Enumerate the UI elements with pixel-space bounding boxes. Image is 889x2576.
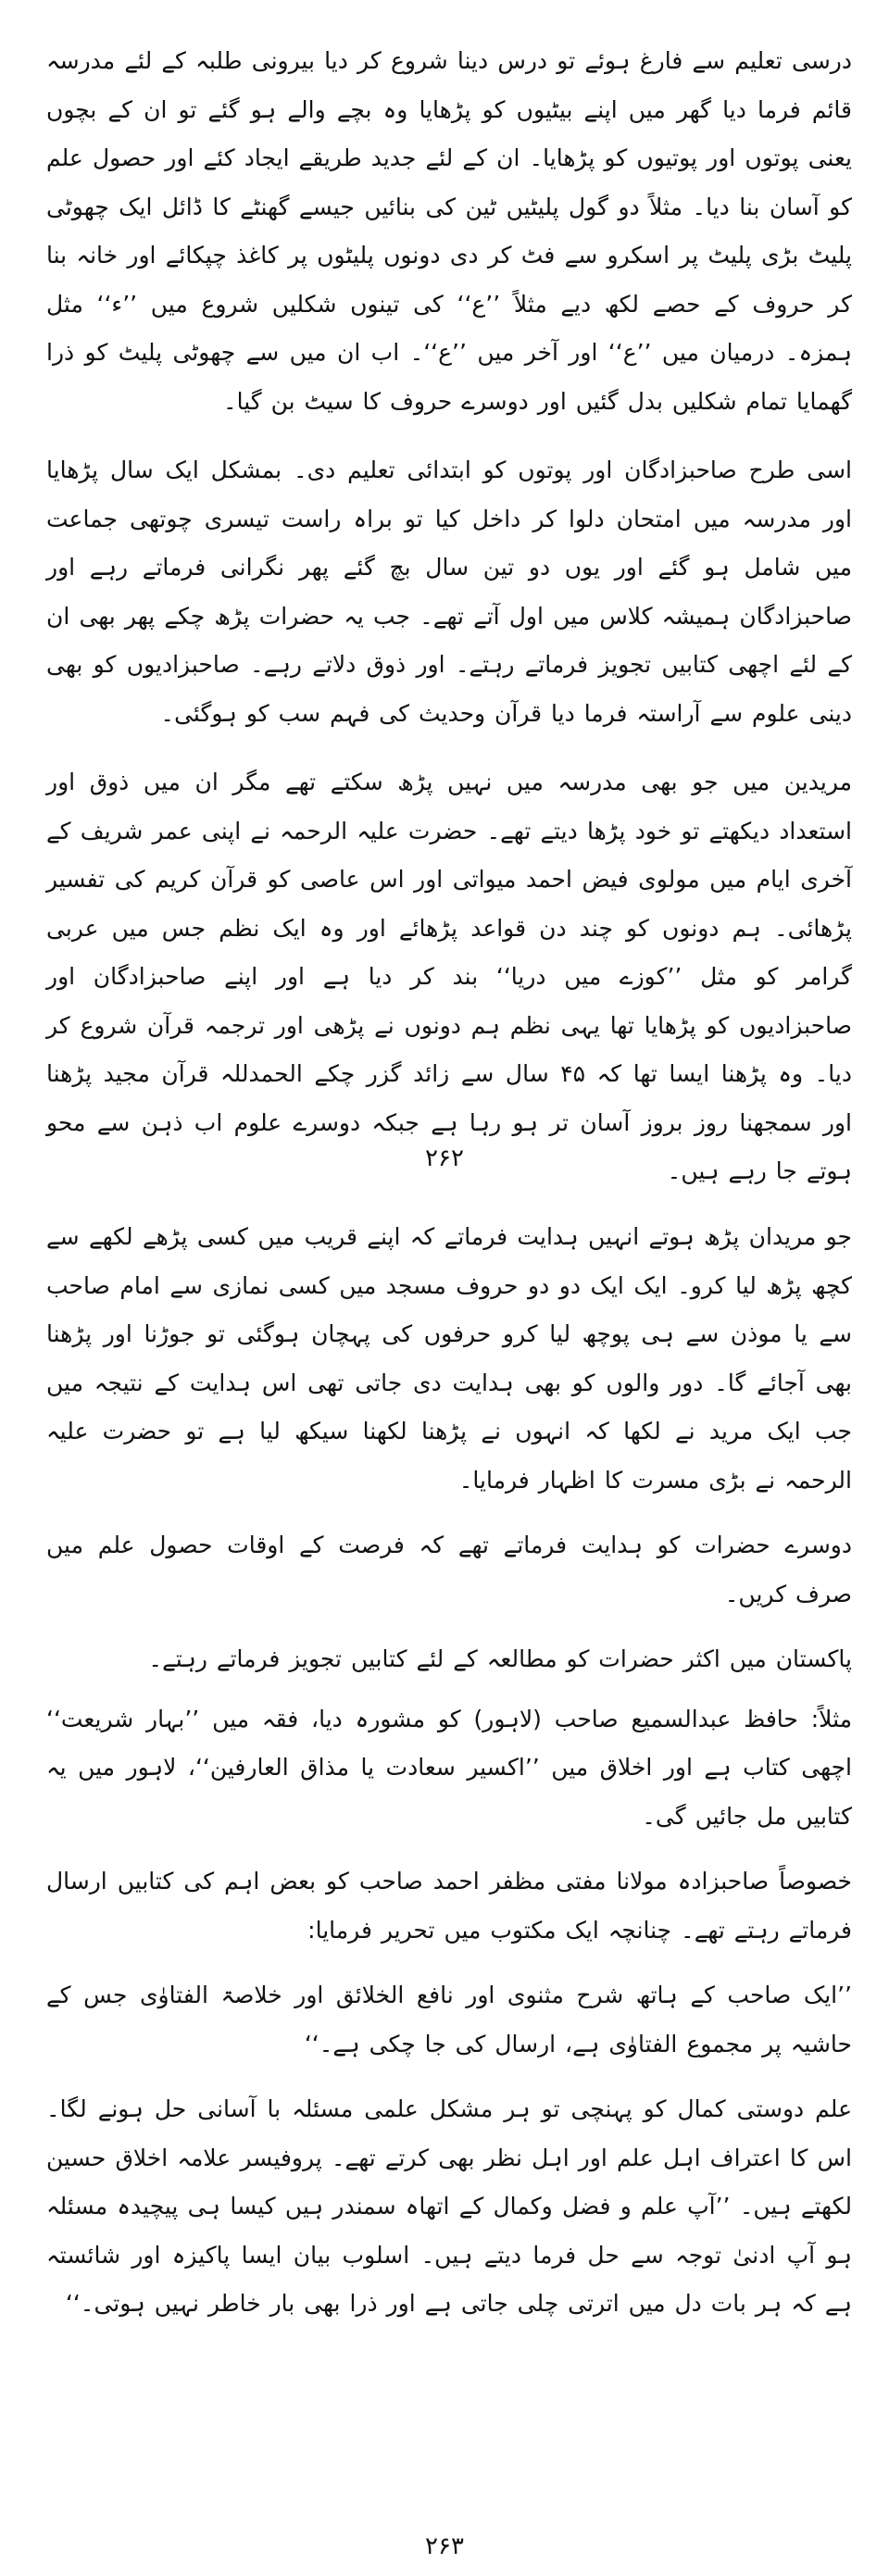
paragraph-example-recommendation: مثلاً: حافظ عبدالسمیع صاحب (لاہور) کو مشورہ دیا، فقہ میں ’’بہار شریعت‘‘ اچھی کتاب ہے اور اخلاق میں ’’اکسیر سعادت یا مذاق العارفین‘‘، لاہور میں یہ کتابیں مل جائیں گی۔ — [46, 1705, 852, 1830]
page-number-upper: ۲۶۲ — [425, 1144, 464, 1172]
paragraph-children-education: اسی طرح صاحبزادگان اور پوتوں کو ابتدائی تعلیم دی۔ بمشکل ایک سال پڑھایا اور مدرسہ میں امتحان دلوا کر داخل کیا تو براہ راست تیسری چوتھی جماعت میں شامل ہو گئے اور یوں دو تین سال بچ گئے پھر نگرانی فرماتے رہے اور صاحبزادگان ہمیشہ کلاس میں اول آتے تھے۔ جب یہ حضرات پڑھ چکے پھر بھی ان کے لئے اچھی کتابیں تجویز فرماتے رہتے۔ اور ذوق دلاتے رہے۔ صاحبزادیوں کو بھی دینی علوم سے آراستہ فرما دیا قرآن وحدیث کی فہم سب کو ہوگئی۔ — [46, 456, 852, 727]
paragraph-reading-guidance: جو مریدان پڑھ ہوتے انہیں ہدایت فرماتے کہ اپنے قریب میں کسی پڑھے لکھے سے کچھ پڑھ لیا کرو۔ ایک ایک دو دو حروف مسجد میں کسی نمازی سے امام صاحب سے یا موذن سے ہی پوچھ لیا کرو حرفوں کی پہچان ہوگئی تو جوڑنا اور پڑھنا بھی آجائے گا۔ دور والوں کو بھی ہدایت دی جاتی تھی اس ہدایت کے نتیجہ میں جب ایک مرید نے لکھا کہ انہوں نے پڑھنا لکھنا سیکھ لیا ہے تو حضرت علیہ الرحمہ نے بڑی مسرت کا اظہار فرمایا۔ — [46, 1223, 852, 1494]
upper-page-body — [46, 37, 852, 1196]
page-number-lower: ۲۶۳ — [425, 2532, 464, 2560]
quote-letter: ’’ایک صاحب کے ہاتھ شرح مثنوی اور نافع الخلائق اور خلاصۃ الفتاوٰی جس کے حاشیہ پر مجموع الفتاوٰی ہے، ارسال کی جا چکی ہے۔‘‘ — [46, 1982, 852, 2057]
paragraph-sending-books: خصوصاً صاحبزادہ مولانا مفتی مظفر احمد صاحب کو بعض اہم کی کتابیں ارسال فرماتے رہتے تھے۔ چنانچہ ایک مکتوب میں تحریر فرمایا: — [46, 1868, 852, 1944]
lower-page-body — [46, 1213, 852, 2329]
paragraph-disciples-quran: مریدین میں جو بھی مدرسہ میں نہیں پڑھ سکتے تھے مگر ان میں ذوق اور استعداد دیکھتے تو خود پڑھا دیتے تھے۔ حضرت علیہ الرحمہ نے اپنی عمر شریف کے آخری ایام میں مولوی فیض احمد میواتی اور اس عاصی کو قرآن کریم کی تفسیر پڑھائی۔ ہم دونوں کو چند دن قواعد پڑھائے اور وہ ایک نظم جس میں عربی گرامر کو مثل ’’کوزے میں دریا‘‘ بند کر دیا ہے اور اپنے صاحبزادگان اور صاحبزادیوں کو پڑھایا تھا یہی نظم ہم دونوں نے پڑھی اور ترجمہ قرآن شروع کر دیا۔ وہ پڑھنا ایسا تھا کہ ۴۵ سال سے زائد گزر چکے الحمدللہ قرآن مجید پڑھنا اور سمجھنا روز بروز آسان تر ہو رہا ہے جبکہ دوسرے علوم اب ذہن سے محو ہوتے جا رہے ہیں۔ — [46, 769, 852, 1184]
paragraph-home-teaching: درسی تعلیم سے فارغ ہوئے تو درس دینا شروع کر دیا بیرونی طلبہ کے لئے مدرسہ قائم فرما دیا گھر میں اپنے بیٹیوں کو پڑھایا وہ بچے والے ہو گئے تو ان کے بچوں یعنی پوتوں اور پوتیوں کو پڑھایا۔ ان کے لئے جدید طریقے ایجاد کئے اور حصول علم کو آسان بنا دیا۔ مثلاً دو گول پلیٹیں ٹین کی بنائیں جیسے گھنٹے کا ڈائل ایک چھوٹی پلیٹ بڑی پلیٹ پر اسکرو سے فٹ کر دی دونوں پلیٹوں پر کاغذ چپکائے اور خانہ بنا کر حروف کے حصے لکھ دیے مثلاً ’’ع‘‘ کی تینوں شکلیں شروع میں ’’ء‘‘ مثل ہمزہ۔ درمیان میں ’’ع‘‘ اور آخر میں ’’ع‘‘۔ اب ان میں سے چھوٹی پلیٹ کو ذرا گھمایا تمام شکلیں بدل گئیں اور دوسرے حروف کا سیٹ بن گیا۔ — [46, 47, 852, 415]
paragraph-free-time: دوسرے حضرات کو ہدایت فرماتے تھے کہ فرصت کے اوقات حصول علم میں صرف کریں۔ — [46, 1532, 852, 1607]
paragraph-pakistan-books: پاکستان میں اکثر حضرات کو مطالعہ کے لئے کتابیں تجویز فرماتے رہتے۔ — [148, 1645, 852, 1672]
paragraph-knowledge-tribute: علم دوستی کمال کو پہنچی تو ہر مشکل علمی مسئلہ با آسانی حل ہونے لگا۔ اس کا اعتراف اہل علم اور اہل نظر بھی کرتے تھے۔ پروفیسر علامہ اخلاق حسین لکھتے ہیں۔ ’’آپ علم و فضل وکمال کے اتھاہ سمندر ہیں کیسا ہی پیچیدہ مسئلہ ہو آپ ادنیٰ توجہ سے حل فرما دیتے ہیں۔ اسلوب بیان ایسا پاکیزہ اور شائستہ ہے کہ ہر بات دل میں اترتی چلی جاتی ہے اور ذرا بھی بار خاطر نہیں ہوتی۔‘‘ — [46, 2095, 852, 2317]
